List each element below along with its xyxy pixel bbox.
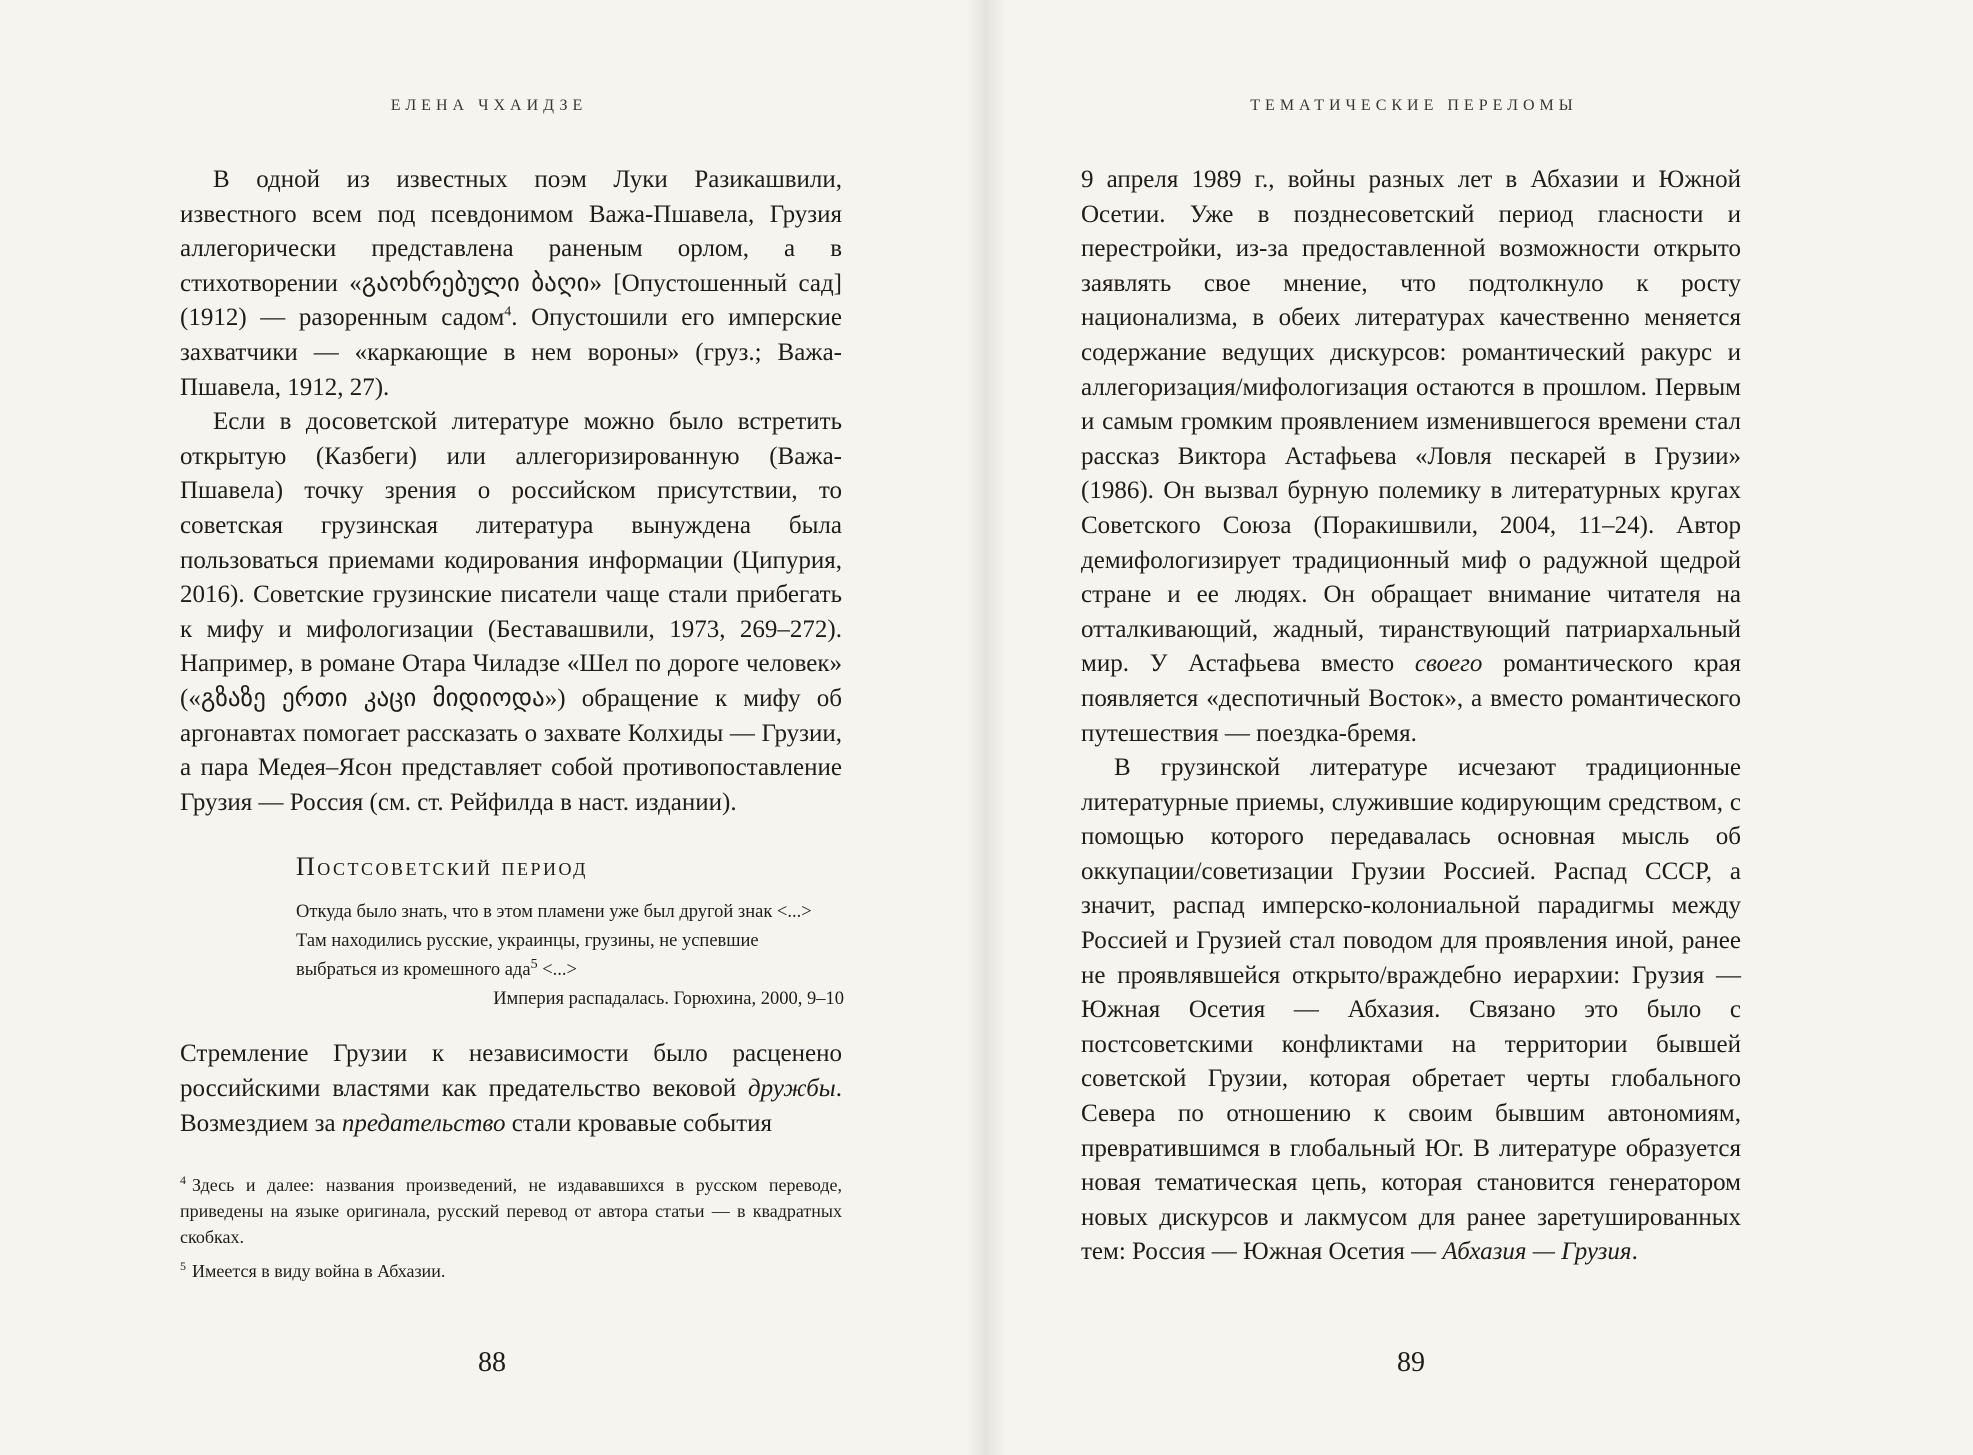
right-paragraph-1: 9 апреля 1989 г., войны разных лет в Абхазии и Южной Осетии. Уже в позднесоветский период гласности и перестройки, из-за предоставленной возможности открыто заявлять свое мнение, что подтолкнуло к росту национализма, в обеих литературах качественно меняется содержание ведущих дискурсов: романтический ракурс и аллегоризация/мифологизация остаются в прошлом. Первым и самым громким проявлением изменившегося времени стал рассказ Виктора Астафьева «Ловля пескарей в Грузии» (1986). Он вызвал бурную полемику в литературных кругах Советского Союза (Поракишвили, 2004, 11–24). Автор демифологизирует традиционный миф о радужной щедрой стране и ее людях. Он обращает внимание читателя на отталкивающий, жадный, тиранствующий патриархальный мир. У Астафьева вместо своего романтического края появляется «деспотичный Восток», а вместо романтического путешествия — поездка-бремя.: [1081, 166, 1741, 747]
left-page: [0, 0, 985, 1455]
footnote-ref-5: 5: [530, 956, 538, 972]
footnote: $^5$ Имеется в виду война в Абхазии.: [180, 1259, 446, 1281]
right-page: [987, 0, 1973, 1455]
epigraph: [296, 898, 844, 1014]
page-number: 88: [478, 1347, 506, 1378]
page-number: 89: [1397, 1347, 1425, 1378]
section-heading: Постсоветский период: [296, 852, 588, 881]
left-body-text: [180, 163, 842, 820]
left-paragraph-3: Стремление Грузии к независимости было расценено российскими властями как предательство вековой дружбы. Возмездием за предательство стали кровавые события: [180, 1040, 842, 1137]
right-body-text: [1081, 163, 1741, 1270]
epigraph-quote: Откуда было знать, что в этом пламени уже был другой знак <...> Там находились русские, украинцы, грузины, не успевшие выбраться из кромешного ада$^5$ <...>: [296, 902, 812, 980]
right-paragraph-2: В грузинской литературе исчезают традиционные литературные приемы, служившие кодирующим средством, с помощью которого передавалась основная мысль об оккупации/советизации Грузии Россией. Распад СССР, а значит, распад имперско-колониальной парадигмы между Россией и Грузией стал поводом для проявления иной, ранее не проявлявшейся открыто/враждебно иерархии: Грузия — Южная Осетия — Абхазия. Связано это было с постсоветскими конфликтами на территории бывшей советской Грузии, которая обретает черты глобального Севера по отношению к своим бывшим автономиям, превратившимся в глобальный Юг. В литературе образуется новая тематическая цепь, которая становится генератором новых дискурсов и лакмусом для ранее заретушированных тем: Россия — Южная Осетия — Абхазия — Грузия.: [1081, 754, 1741, 1266]
footnote-ref-4: 4: [504, 305, 512, 321]
running-head-title: ТЕМАТИЧЕСКИЕ ПЕРЕЛОМЫ: [1250, 97, 1578, 114]
running-head-author: ЕЛЕНА ЧХАИДЗЕ: [390, 97, 588, 114]
footnote: $^4$ Здесь и далее: названия произведений, не издававшихся в русском переводе, приведены на языке оригинала, русский перевод от автора статьи — в квадратных скобках.: [180, 1173, 842, 1247]
left-paragraph-2: Если в досоветской литературе можно было встретить открытую (Казбеги) или аллегоризированную (Важа-Пшавела) точку зрения о российском присутствии, то советская грузинская литература вынуждена была пользоваться приемами кодирования информации (Ципурия, 2016). Советские грузинские писатели чаще стали прибегать к мифу и мифологизации (Беставашвили, 1973, 269–272). Например, в романе Отара Чиладзе «Шел по дороге человек» («გზაზე ერთი კაცი მიდიოდა») обращение к мифу об аргонавтах помогает рассказать о захвате Колхиды — Грузии, а пара Медея–Ясон представляет собой противопоставление Грузия — Россия (см. ст. Рейфилда в наст. издании).: [180, 408, 842, 816]
epigraph-source: Империя распадалась. Горюхина, 2000, 9–10: [493, 989, 844, 1009]
left-paragraph-1: В одной из известных поэм Луки Разикашвили, известного всем под псевдонимом Важа-Пшавела, Грузия аллегорически представлена раненым орлом, а в стихотворении «გაოხრებული ბაღი» [Опустошенный сад] (1912) — разоренным садом$^4$. Опустошили его имперские захватчики — «каркающие в нем вороны» (груз.; Важа-Пшавела, 1912, 27).: [180, 166, 842, 401]
footnotes: [180, 1172, 842, 1292]
